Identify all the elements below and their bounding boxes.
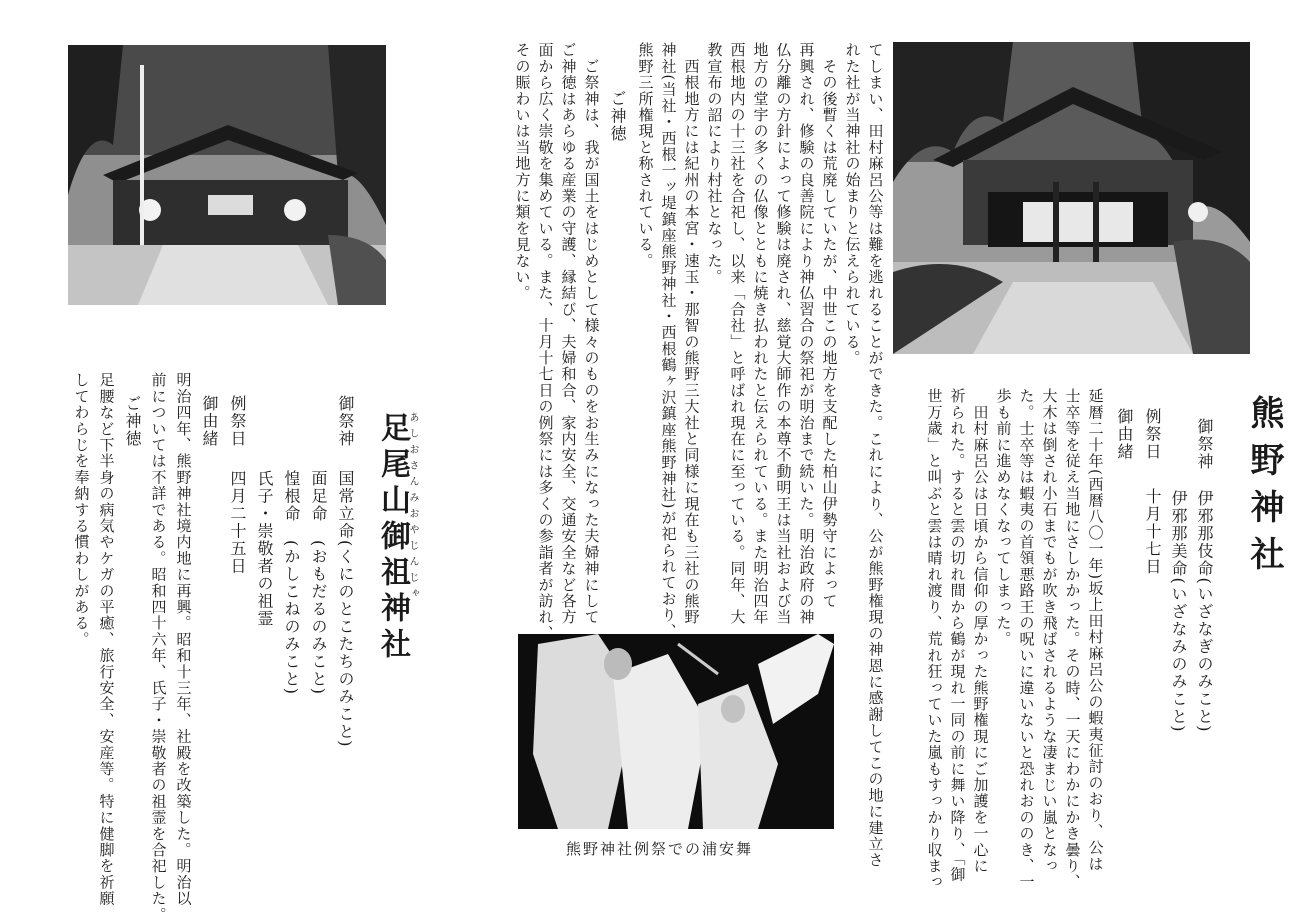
kumano-history-line: 祈られた。すると雲の切れ間から鶴が現れ一同の前に舞い降り、「御 xyxy=(948,388,967,883)
ashio-virtue-line: してわらじを奉納する慣わしがある。 xyxy=(72,372,91,648)
kumano-festival-date: 十月十七日 xyxy=(1143,488,1162,576)
kumano-history-line: 再興され、修験の良善院により神仏習合の祭祀が明治まで続いた。明治政府の神 xyxy=(797,42,816,626)
ashio-title: 足尾山御祖神社 xyxy=(375,412,410,664)
kumano-history-line: 士卒等を従え当地にさしかかった。その時、一天にわかにかき曇り、 xyxy=(1063,388,1082,891)
ashio-history-line: 前については不詳である。昭和四十六年、氏子・崇敬者の祖霊を合祀した。 xyxy=(149,372,168,923)
dance-caption: 熊野神社例祭での浦安舞 xyxy=(566,840,754,858)
kumano-virtue-line: ご神徳はあらゆる産業の守護、縁結び、夫婦和合、家内安全、交通安全など各方 xyxy=(559,42,578,626)
kumano-history-line: 歩も前に進めなくなってしまった。 xyxy=(994,388,1013,648)
kumano-history-line: てしまい、田村麻呂公等は難を逃れることができた。これにより、公が熊野権現の神恩に感謝してこの地に建立さ xyxy=(866,42,885,869)
kumano-deity-2: 伊邪那美命(いざなみのみこと) xyxy=(1169,490,1188,733)
kumano-history-line: 地方の堂宇の多くの仏像とともに焼き払われたと伝えられている。また明治四年 xyxy=(751,42,770,626)
ashio-virtue-line: 足腰など下半身の病気やケガの平癒、旅行安全、安産等。特に健脚を祈願 xyxy=(97,372,116,907)
ashio-shrine-photo xyxy=(68,45,386,305)
kumano-deity-label: 御祭神 xyxy=(1195,418,1214,471)
kumano-history-line: 田村麻呂公は日頃から信仰の厚かった熊野権現にご加護を一心に xyxy=(971,388,990,874)
kumano-history-line: 神社(当社・西根一ッ堤鎮座熊野神社・西根鶴ヶ沢鎮座熊野神社)が祀られており、 xyxy=(659,42,678,640)
kumano-history-line: 世万歳」と叫ぶと雲は晴れ渡り、荒れ狂っていた嵐もすっかり収まっ xyxy=(925,388,944,891)
urayasu-dance-photo xyxy=(518,634,834,829)
kumano-history-line: 熊野三所権現と称されている。 xyxy=(636,42,655,269)
ashio-history-line: 明治四年、熊野神社境内地に再興。昭和十三年、社殿を改築した。明治以 xyxy=(174,372,193,907)
kumano-title: 熊野神社 xyxy=(1244,395,1284,583)
kumano-origin-label: 御由緒 xyxy=(1115,408,1134,461)
kumano-history-line: 大木は倒され小石までもが吹き飛ばされるような凄まじい嵐となっ xyxy=(1040,388,1059,874)
kumano-festival-label: 例祭日 xyxy=(1143,408,1162,461)
ashio-virtue-label: ご神徳 xyxy=(123,395,142,448)
ashio-deity-2: 面足命 (おもだるのみこと) xyxy=(309,470,328,696)
kumano-virtue-label: ご神徳 xyxy=(608,90,627,143)
ashio-festival-date: 四月二十五日 xyxy=(228,470,247,575)
kumano-history-line: 西根地内の十三社を合祀し、以来「合社」と呼ばれ現在に至っている。同年、大 xyxy=(728,42,747,626)
ashio-deity-1: 国常立命(くにのとこたちのみこと) xyxy=(336,470,355,748)
kumano-shrine-photo xyxy=(893,42,1250,354)
kumano-virtue-line: 面から広く崇敬を集めている。また、十月十七日の例祭には多くの参詣者が訪れ、 xyxy=(536,42,555,642)
kumano-virtue-line: その賑わいは当地方に類を見ない。 xyxy=(513,42,532,302)
kumano-shrine-image xyxy=(893,42,1250,354)
kumano-history-line: 仏分離の方針によって修験は廃され、慈覚大師作の本尊不動明王は当社および当 xyxy=(774,42,793,626)
urayasu-dance-image xyxy=(518,634,834,829)
ashio-deity-label: 御祭神 xyxy=(336,395,355,448)
kumano-deity-1: 伊邪那伎命(いざなぎのみこと) xyxy=(1195,490,1214,733)
ashio-deity-4: 氏子・崇敬者の祖霊 xyxy=(255,470,274,628)
kumano-history-line: た。士卒等は蝦夷の首領悪路王の呪いに違いないと恐れおののき、一 xyxy=(1017,388,1036,891)
kumano-virtue-line: ご祭神は、我が国土をはじめとして様々のものをお生みになった夫婦神にして xyxy=(582,42,601,626)
kumano-history-line: その後暫くは荒廃していたが、中世この地方を支配した柏山伊勢守によって xyxy=(820,42,839,609)
ashio-deity-3: 惶根命 (かしこねのみこと) xyxy=(282,470,301,696)
ashio-festival-label: 例祭日 xyxy=(228,395,247,448)
kumano-history-line: 延暦二十年(西暦八〇一年)坂上田村麻呂公の蝦夷征討のおり、公は xyxy=(1086,388,1105,872)
ashio-shrine-image xyxy=(68,45,386,305)
ashio-origin-label: 御由緒 xyxy=(200,395,219,448)
kumano-history-line: 西根地方には紀州の本宮・速玉・那智の熊野三大社と同様に現在も三社の熊野 xyxy=(682,42,701,626)
kumano-history-line: 教宣布の詔により村社となった。 xyxy=(705,42,724,285)
ashio-title-ruby: あしおさんみおやじんじゃ xyxy=(407,412,418,604)
kumano-history-line: れた社が当神社の始まりと伝えられている。 xyxy=(843,42,862,366)
